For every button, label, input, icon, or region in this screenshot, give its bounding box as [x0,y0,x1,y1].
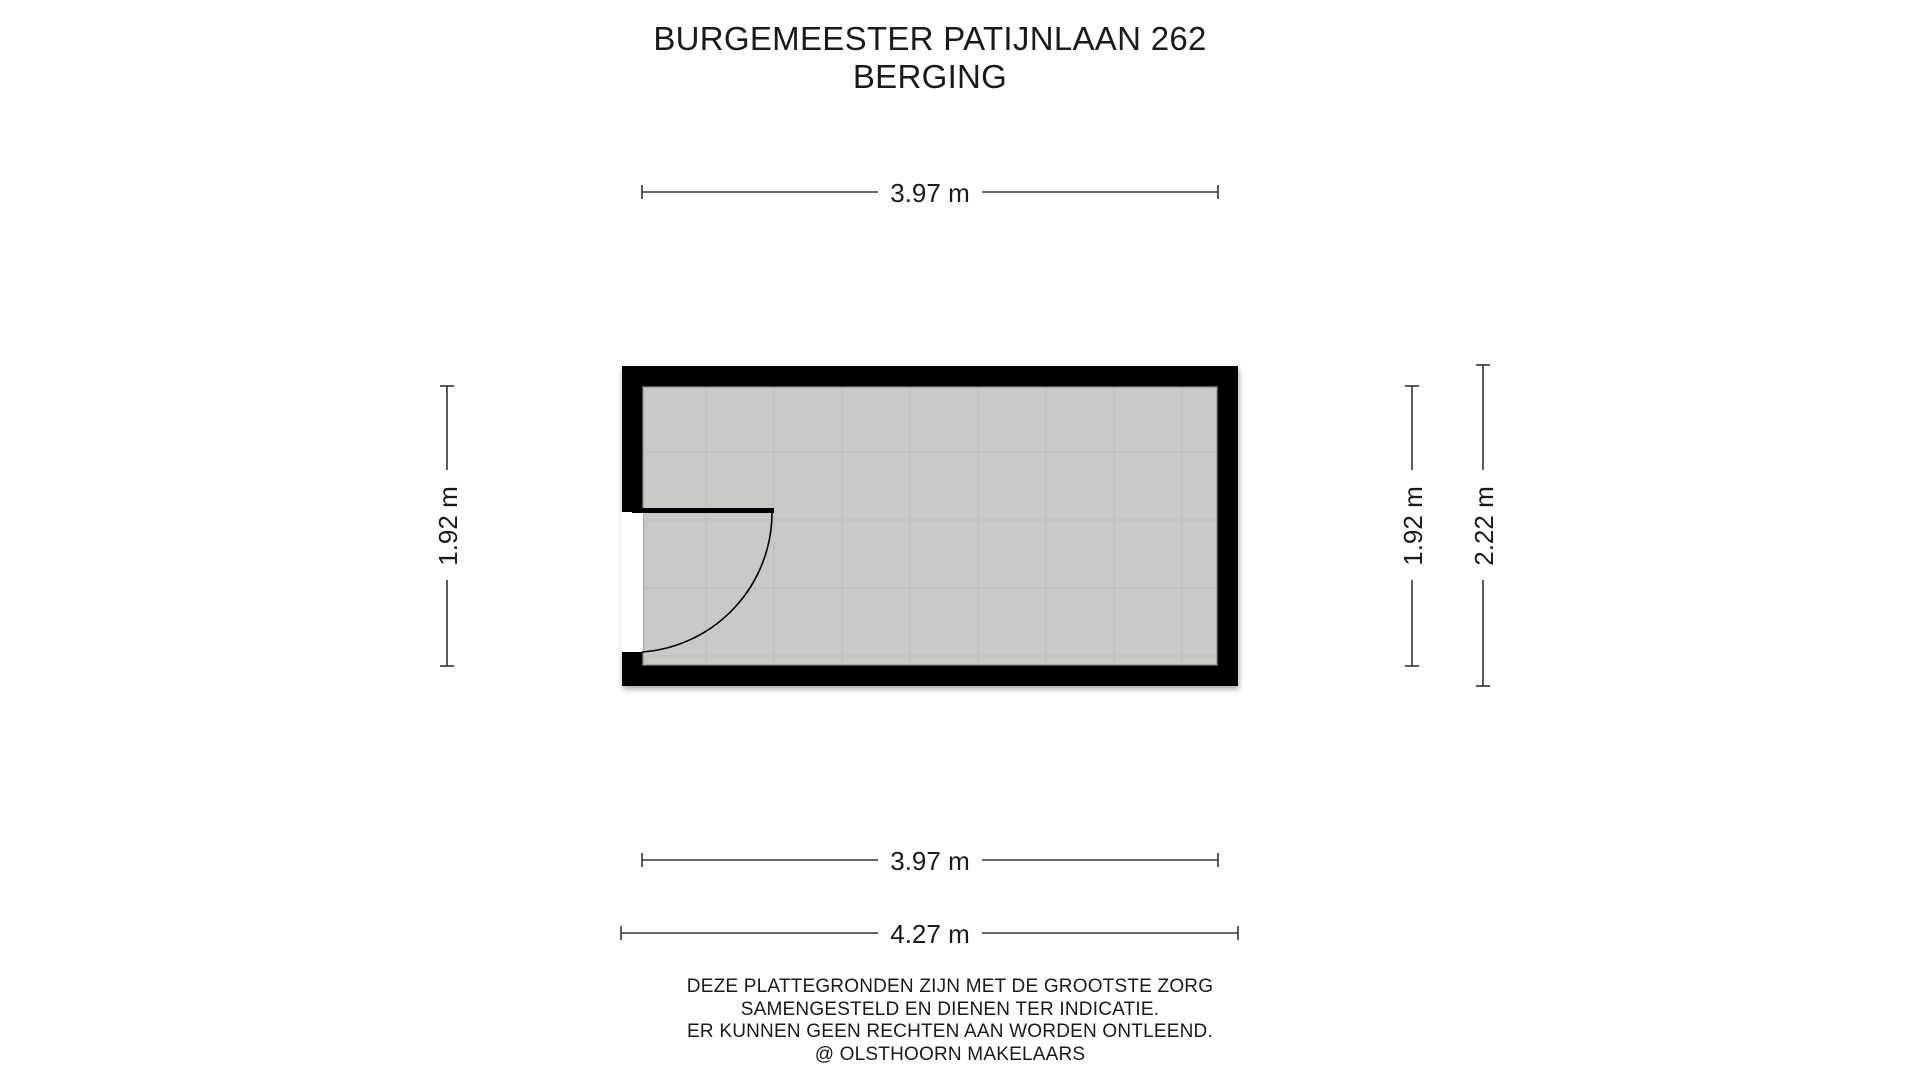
dimension-right-inner-label: 1.92 m [1398,486,1428,566]
address-title: BURGEMEESTER PATIJNLAAN 262 [653,20,1207,57]
dimension-bottom-outer-label: 4.27 m [890,919,970,949]
room-title: BERGING [852,58,1008,95]
door-opening [621,512,643,652]
door-leaf [632,508,774,513]
dimension-right-outer-label: 2.22 m [1469,486,1499,566]
disclaimer-line: SAMENGESTELD EN DIENEN TER INDICATIE. [740,998,1160,1020]
disclaimer-line: DEZE PLATTEGRONDEN ZIJN MET DE GROOTSTE ZORG [686,976,1214,997]
disclaimer-line: @ OLSTHOORN MAKELAARS [814,1043,1086,1065]
disclaimer [0,976,1900,1066]
dimension-left-inner-label: 1.92 m [433,486,463,566]
dimension-bottom-inner-label: 3.97 m [890,846,970,876]
dimension-top-inner-label: 3.97 m [890,178,970,208]
room-floor [643,387,1217,665]
disclaimer-line: ER KUNNEN GEEN RECHTEN AAN WORDEN ONTLEEND. [687,1021,1213,1042]
